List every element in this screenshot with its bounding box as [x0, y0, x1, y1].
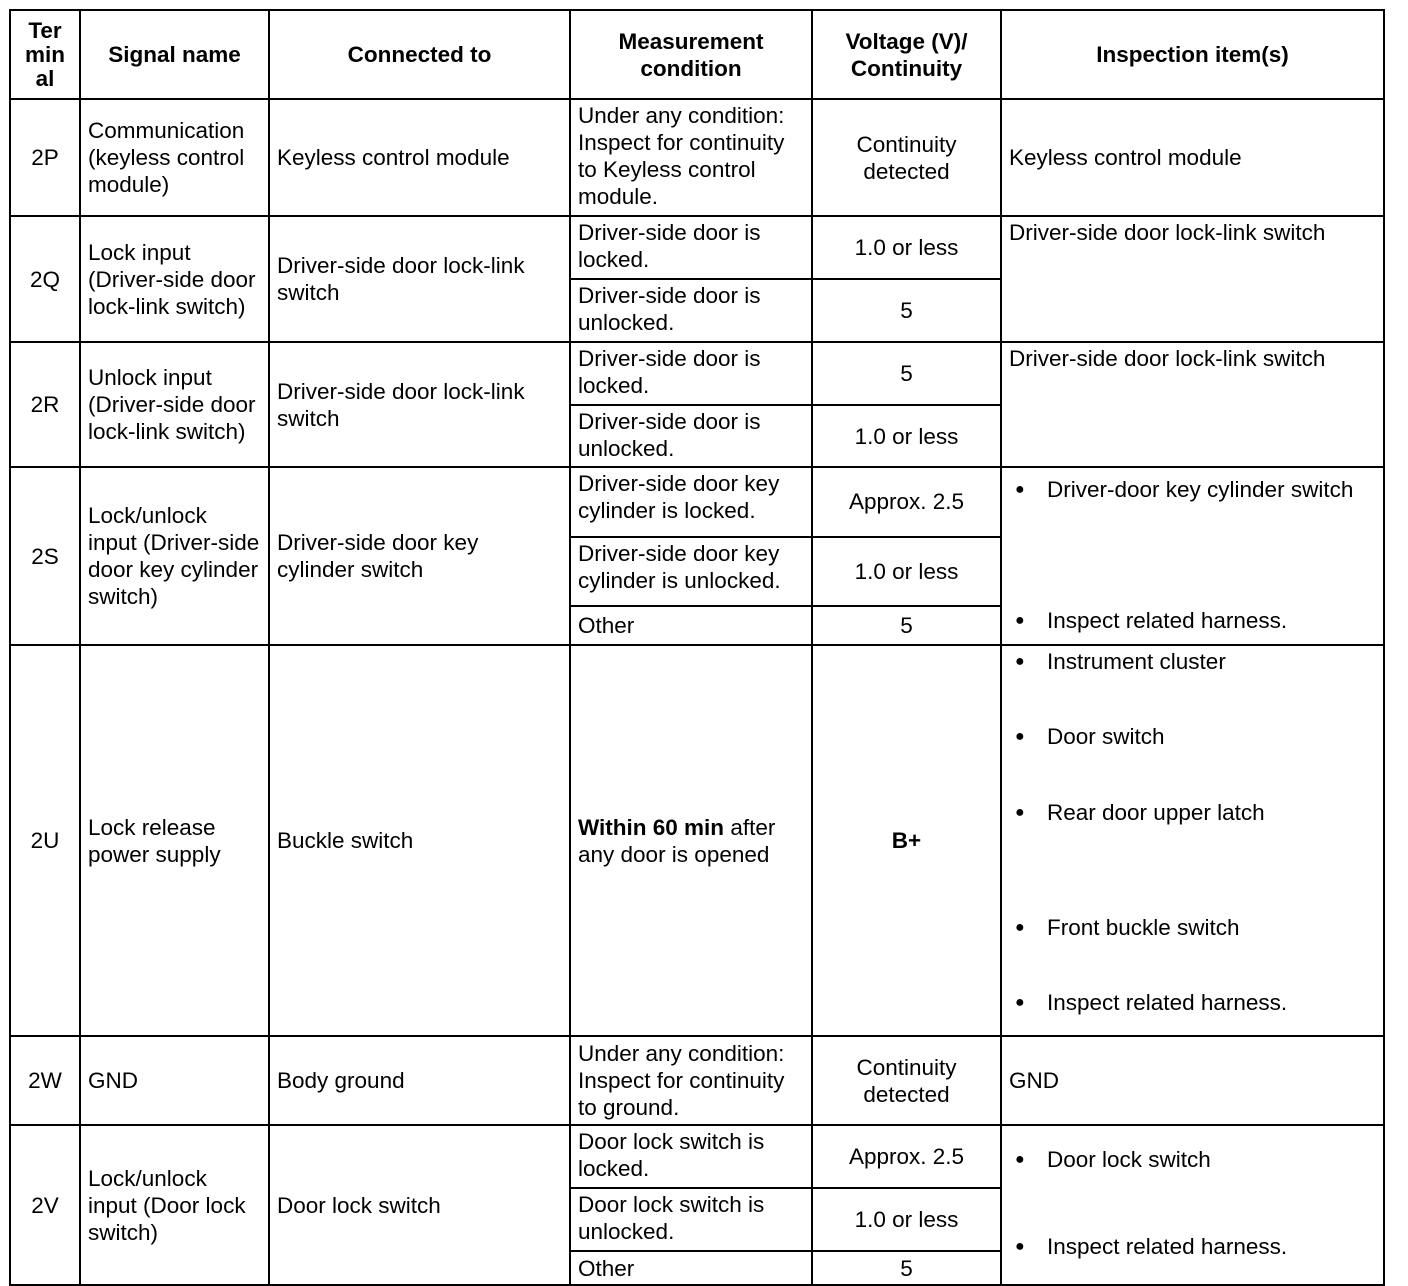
table-row — [10, 645, 1384, 1036]
value-cell: 1.0 or less — [812, 216, 1001, 279]
list-item-text: Inspect related harness. — [1047, 1234, 1288, 1259]
condition-cell: Door lock switch is locked. — [570, 1125, 812, 1188]
list-item — [1009, 1146, 1376, 1173]
list-item — [1009, 723, 1376, 750]
table-row — [10, 216, 1384, 279]
connected-to-cell: Keyless control module — [269, 99, 570, 216]
value-cell: Approx. 2.5 — [812, 1125, 1001, 1188]
inspection-list — [1002, 468, 1383, 644]
connected-to-cell: Driver-side door lock-link switch — [269, 216, 570, 342]
table-row — [10, 1125, 1384, 1188]
table-row — [10, 467, 1384, 537]
list-item — [1009, 799, 1376, 826]
signal-name-cell: Lock input (Driver-side door lock-link switch) — [80, 216, 269, 342]
inspection-cell: Driver-side door lock-link switch — [1001, 216, 1384, 342]
condition-cell: Other — [570, 606, 812, 645]
connected-to-cell: Body ground — [269, 1036, 570, 1125]
bullet-icon: ● — [1015, 728, 1025, 746]
bullet-icon: ● — [1015, 1151, 1025, 1168]
condition-cell: Driver-side door is unlocked. — [570, 405, 812, 467]
condition-cell: Driver-side door key cylinder is unlocked. — [570, 537, 812, 607]
header-connected-to: Connected to — [269, 10, 570, 99]
inspection-list — [1002, 646, 1383, 1018]
header-row — [10, 10, 1384, 99]
bullet-icon: ● — [1015, 653, 1025, 670]
header-signal-name: Signal name — [80, 10, 269, 99]
list-item — [1009, 989, 1376, 1016]
list-item-text: Driver-door key cylinder switch — [1047, 477, 1354, 502]
value-cell: Approx. 2.5 — [812, 467, 1001, 537]
connected-to-cell: Driver-side door lock-link switch — [269, 342, 570, 467]
list-item-text: Inspect related harness. — [1047, 608, 1288, 633]
value-cell: 5 — [812, 342, 1001, 405]
list-item-text: Instrument cluster — [1047, 649, 1226, 674]
inspection-cell: GND — [1001, 1036, 1384, 1125]
list-item — [1009, 648, 1376, 675]
list-item — [1009, 607, 1376, 634]
terminal-inspection-table — [9, 9, 1385, 1286]
inspection-list — [1002, 1126, 1383, 1284]
list-item-text: Inspect related harness. — [1047, 990, 1288, 1015]
bullet-icon: ● — [1015, 994, 1025, 1011]
value-cell: 1.0 or less — [812, 1188, 1001, 1251]
bullet-icon: ● — [1015, 918, 1025, 936]
signal-name-cell: Lock/unlock input (Driver-side door key cylinder switch) — [80, 467, 269, 645]
value-cell: B+ — [812, 645, 1001, 1036]
connected-to-cell: Door lock switch — [269, 1125, 570, 1285]
condition-cell: Under any condition: Inspect for continuity to ground. — [570, 1036, 812, 1125]
list-item-text: Rear door upper latch — [1047, 799, 1265, 825]
inspection-cell — [1001, 1125, 1384, 1285]
list-item-text: Door switch — [1047, 724, 1165, 750]
terminal-cell: 2Q — [10, 216, 80, 342]
signal-name-cell: Lock release power supply — [80, 645, 269, 1036]
condition-cell — [570, 645, 812, 1036]
terminal-cell: 2P — [10, 99, 80, 216]
table-row — [10, 1036, 1384, 1125]
signal-name-cell: Lock/unlock input (Door lock switch) — [80, 1125, 269, 1285]
bullet-icon: ● — [1015, 612, 1025, 629]
header-measurement-condition: Measurement condition — [570, 10, 812, 99]
bullet-icon: ● — [1015, 1238, 1025, 1255]
terminal-cell: 2R — [10, 342, 80, 467]
list-item — [1009, 476, 1376, 503]
list-item — [1009, 914, 1376, 941]
inspection-cell: Driver-side door lock-link switch — [1001, 342, 1384, 467]
terminal-cell: 2V — [10, 1125, 80, 1285]
inspection-cell — [1001, 467, 1384, 645]
connected-to-cell: Buckle switch — [269, 645, 570, 1036]
terminal-cell: 2U — [10, 645, 80, 1036]
terminal-cell: 2W — [10, 1036, 80, 1125]
condition-cell: Driver-side door key cylinder is locked. — [570, 467, 812, 537]
condition-cell: Driver-side door is unlocked. — [570, 279, 812, 342]
inspection-cell — [1001, 645, 1384, 1036]
list-item — [1009, 1233, 1376, 1260]
condition-cell: Under any condition: Inspect for continuity to Keyless control module. — [570, 99, 812, 216]
value-cell: 5 — [812, 279, 1001, 342]
value-cell: 5 — [812, 1251, 1001, 1285]
value-cell: 1.0 or less — [812, 537, 1001, 607]
signal-name-cell: Communication (keyless control module) — [80, 99, 269, 216]
list-item-text: Front buckle switch — [1047, 914, 1240, 940]
inspection-cell: Keyless control module — [1001, 99, 1384, 216]
bullet-icon: ● — [1015, 481, 1025, 498]
table-row — [10, 342, 1384, 405]
value-cell: Continuity detected — [812, 99, 1001, 216]
condition-cell: Driver-side door is locked. — [570, 216, 812, 279]
connected-to-cell: Driver-side door key cylinder switch — [269, 467, 570, 645]
condition-cell: Door lock switch is unlocked. — [570, 1188, 812, 1251]
condition-emphasis: Within 60 min — [578, 814, 725, 840]
bullet-icon: ● — [1015, 803, 1025, 821]
header-voltage-continuity: Voltage (V)/ Continuity — [812, 10, 1001, 99]
condition-cell: Other — [570, 1251, 812, 1285]
header-terminal: Ter min al — [10, 10, 80, 99]
condition-text: after any door is opened — [578, 814, 776, 867]
value-cell: 5 — [812, 606, 1001, 645]
header-inspection-items: Inspection item(s) — [1001, 10, 1384, 99]
condition-cell: Driver-side door is locked. — [570, 342, 812, 405]
table-row — [10, 99, 1384, 216]
value-cell: Continuity detected — [812, 1036, 1001, 1125]
terminal-cell: 2S — [10, 467, 80, 645]
value-cell: 1.0 or less — [812, 405, 1001, 467]
signal-name-cell: Unlock input (Driver-side door lock-link switch) — [80, 342, 269, 467]
list-item-text: Door lock switch — [1047, 1147, 1211, 1172]
signal-name-cell: GND — [80, 1036, 269, 1125]
